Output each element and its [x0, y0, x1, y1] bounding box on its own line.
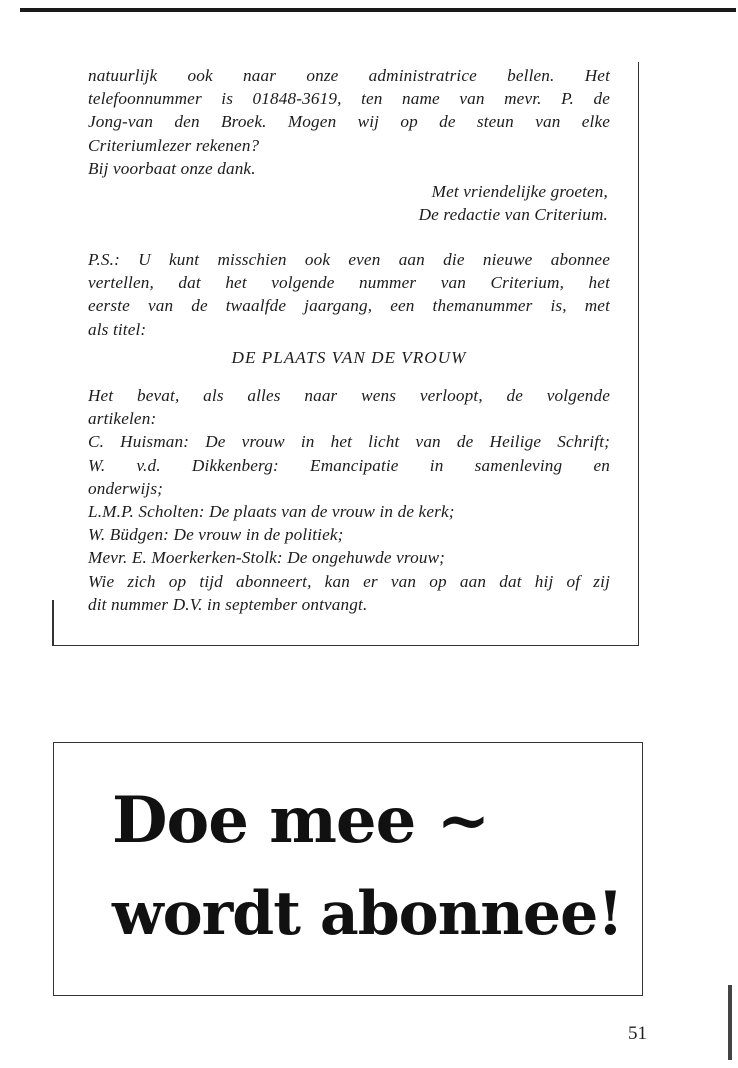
letter-line: telefoonnummer is 01848-3619, ten name van mevr. P. de — [88, 89, 610, 109]
subscribe-ad — [53, 742, 643, 996]
article-line: C. Huisman: De vrouw in het licht van de Heilige Schrift; — [88, 432, 610, 452]
article-line: Het bevat, als alles naar wens verloopt, de volgende — [88, 386, 610, 405]
article-line: W. v.d. Dikkenberg: Emancipatie in samenleving en — [88, 455, 610, 475]
article-line: dit nummer D.V. in september ontvangt. — [88, 594, 368, 614]
ps-paragraph — [88, 248, 610, 341]
letter-line: natuurlijk ook naar onze administratrice bellen. Het — [88, 66, 610, 85]
closing-signature: De redactie van Criterium. — [418, 205, 608, 225]
theme-title: DE PLAATS VAN DE VROUW — [231, 348, 467, 367]
article-line: W. Büdgen: De vrouw in de politiek; — [88, 525, 344, 545]
frame-left-tick — [52, 600, 54, 646]
article-line: artikelen: — [88, 409, 157, 429]
article-line: L.M.P. Scholten: De plaats van de vrouw in de kerk; — [88, 501, 455, 521]
letter-line: Jong-van den Broek. Mogen wij op de steun van elke — [88, 112, 610, 132]
theme-title-block — [88, 346, 610, 369]
articles-paragraph — [88, 384, 610, 616]
closing-greeting: Met vriendelijke groeten, — [431, 181, 608, 201]
letter-line: Criteriumlezer rekenen? — [88, 135, 260, 155]
article-line: onderwijs; — [88, 478, 164, 498]
article-line: Wie zich op tijd abonneert, kan er van op aan dat hij of zij — [88, 571, 610, 591]
letter-paragraph — [88, 64, 610, 226]
ps-line: P.S.: U kunt misschien ook even aan die nieuwe abonnee — [88, 250, 610, 269]
ps-line: als titel: — [88, 319, 147, 339]
ad-headline-line-2: wordt abonnee! — [112, 879, 623, 949]
ps-line: eerste van de twaalfde jaargang, een themanummer is, met — [88, 296, 610, 316]
article-line: Mevr. E. Moerkerken-Stolk: De ongehuwde vrouw; — [88, 548, 446, 568]
ps-line: vertellen, dat het volgende nummer van Criterium, het — [88, 273, 610, 293]
letter-line: Bij voorbaat onze dank. — [88, 158, 256, 178]
page-edge-shadow — [728, 985, 732, 1060]
page-number: 51 — [628, 1023, 647, 1044]
top-rule — [20, 8, 736, 12]
ad-headline-line-1: Doe mee ~ — [112, 783, 490, 858]
